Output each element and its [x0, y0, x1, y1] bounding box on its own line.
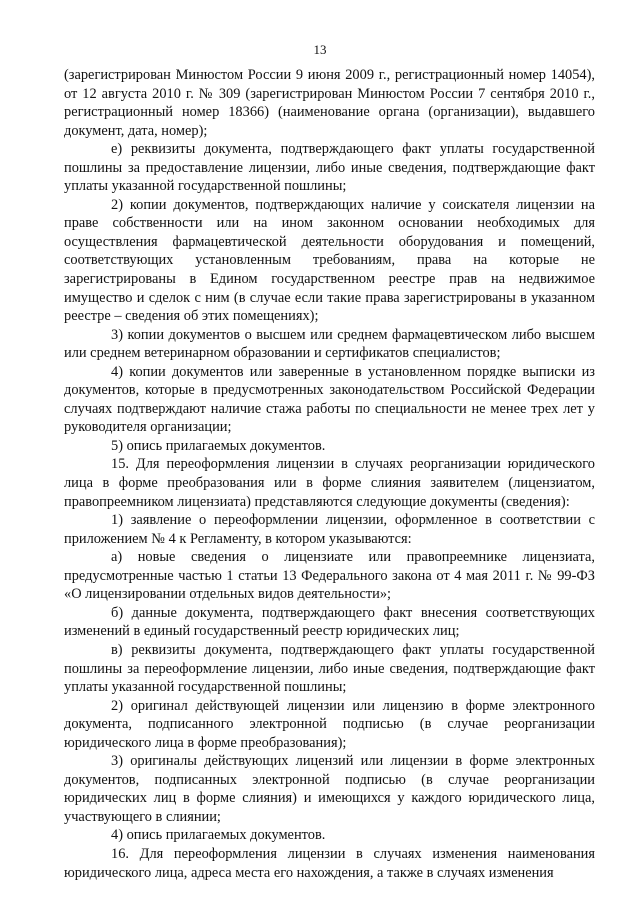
- paragraph-section-15: 15. Для переоформления лицензии в случаях реорганизации юридического лица в форме преобразования или в форме слияния заявителем (лицензиатом, правопреемником лицензиата) представляются следующие документы (сведения):: [64, 456, 595, 510]
- paragraph-item-e-duty-details: е) реквизиты документа, подтверждающего факт уплаты государственной пошлины за предоставление лицензии, либо иные сведения, подтверждающие факт уплаты указанной государственной пошлины;: [64, 141, 595, 195]
- paragraph-item-4-work-experience: 4) копии документов или заверенные в установленном порядке выписки из документов, которые в предусмотренных законодательством Российской Федерации случаях подтверждают наличие стажа работы по специальности не менее трех лет у руководителя организации;: [64, 363, 595, 436]
- page-number: 13: [313, 42, 327, 57]
- paragraph-item-2-premises-documents: 2) копии документов, подтверждающих наличие у соискателя лицензии на праве собственности или на ином законном основании необходимых для осуществления фармацевтической деятельности оборудования и помещений, соответствующих установленным требованиям, права на которые не зарегистрированы в Едином государственном реестре прав на недвижимое имущество и сделок с ним (в случае если такие права зарегистрированы в указанном реестре – сведения об этих помещениях);: [64, 196, 595, 325]
- paragraph-15-item-3-original-licenses: 3) оригиналы действующих лицензий или лицензии в форме электронных документов, подписанных электронной подписью (в случае реорганизации юридических лиц в форме слияния) и имеющихся у каждого юридического лица, участвующего в слиянии;: [64, 753, 595, 825]
- paragraph-15-item-a-new-info: а) новые сведения о лицензиате или правопреемнике лицензиата, предусмотренные частью 1 статьи 13 Федерального закона от 4 мая 2011 г. № 99-ФЗ «О лицензировании отдельных видов деятельности»;: [64, 549, 595, 603]
- paragraph-15-item-1-application: 1) заявление о переоформлении лицензии, оформленное в соответствии с приложением № 4 к Регламенту, в котором указываются:: [64, 512, 595, 547]
- paragraph-item-3-education-documents: 3) копии документов о высшем или среднем фармацевтическом либо высшем или среднем ветеринарном образовании и сертификатов специалистов;: [64, 326, 595, 362]
- paragraph-15-item-2-original-license: 2) оригинал действующей лицензии или лицензию в форме электронного документа, подписанного электронной подписью (в случае реорганизации юридического лица в форме преобразования);: [64, 697, 595, 751]
- paragraph-item-5-inventory: 5) опись прилагаемых документов.: [111, 437, 326, 454]
- paragraph-registration-continued: (зарегистрирован Минюстом России 9 июня 2009 г., регистрационный номер 14054), от 12 августа 2010 г. № 309 (зарегистрирован Минюстом России 7 сентября 2010 г., регистрационный номер 18366) (наименование органа (организации), выдавшего документ, дата, номер);: [64, 67, 595, 139]
- paragraph-15-item-v-duty-details: в) реквизиты документа, подтверждающего факт уплаты государственной пошлины за переоформление лицензии, либо иные сведения, подтверждающие факт уплаты указанной государственной пошлины;: [64, 641, 595, 696]
- paragraph-15-item-4-inventory: 4) опись прилагаемых документов.: [111, 827, 326, 844]
- document-body: [64, 66, 595, 882]
- paragraph-15-item-b-registry-data: б) данные документа, подтверждающего факт внесения соответствующих изменений в единый государственный реестр юридических лиц;: [64, 604, 595, 640]
- paragraph-section-16: 16. Для переоформления лицензии в случаях изменения наименования юридического лица, адреса места его нахождения, а также в случаях изменения: [64, 845, 595, 881]
